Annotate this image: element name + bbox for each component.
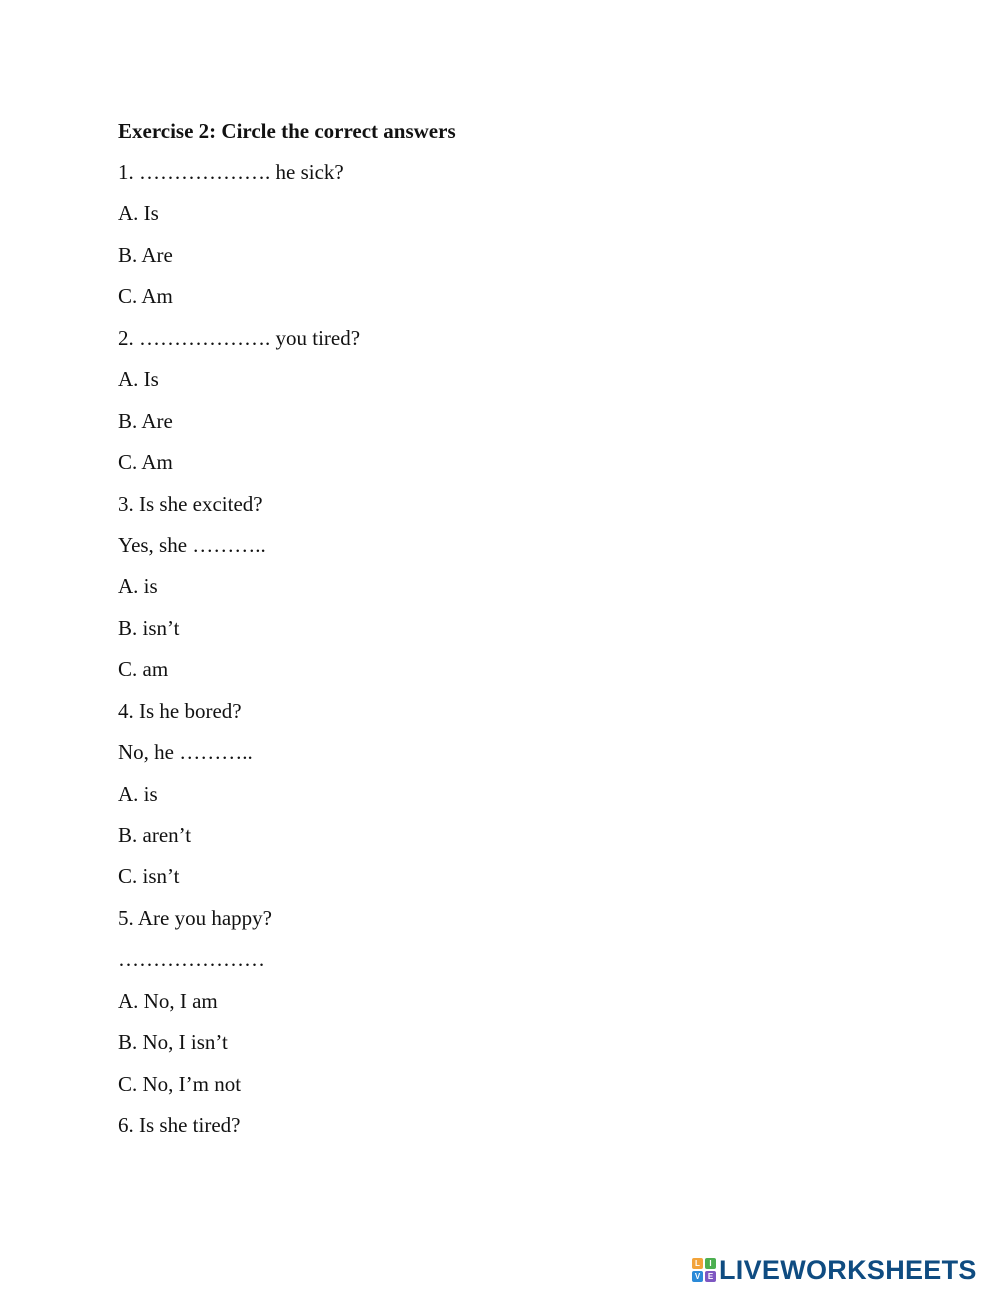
option-3a: A. is bbox=[118, 574, 158, 599]
logo-tile-e: E bbox=[705, 1271, 716, 1282]
exercise-title: Exercise 2: Circle the correct answers bbox=[118, 119, 456, 143]
question-3: 3. Is she excited? bbox=[118, 491, 263, 516]
question-4: 4. Is he bored? bbox=[118, 698, 242, 723]
option-2a: A. Is bbox=[118, 367, 159, 392]
logo-tiles-icon bbox=[692, 1258, 716, 1282]
question-1: 1. ………………. he sick? bbox=[118, 160, 344, 184]
option-5b: B. No, I isn’t bbox=[118, 1030, 228, 1055]
logo-text: LIVEWORKSHEETS bbox=[719, 1255, 977, 1285]
option-2c: C. Am bbox=[118, 450, 173, 475]
logo-tile-v: V bbox=[692, 1271, 703, 1282]
answer-stem-5: ………………… bbox=[118, 947, 265, 972]
option-1a: A. Is bbox=[118, 201, 159, 226]
option-4b: B. aren’t bbox=[118, 823, 192, 847]
liveworksheets-logo bbox=[692, 1256, 977, 1284]
option-3c: C. am bbox=[118, 657, 169, 682]
question-6: 6. Is she tired? bbox=[118, 1113, 241, 1138]
option-5c: C. No, I’m not bbox=[118, 1071, 242, 1096]
option-1b: B. Are bbox=[118, 242, 173, 267]
option-1c: C. Am bbox=[118, 284, 173, 309]
question-2: 2. ………………. you tired? bbox=[118, 325, 361, 350]
question-5: 5. Are you happy? bbox=[118, 905, 272, 930]
option-5a: A. No, I am bbox=[118, 988, 218, 1013]
answer-stem-4: No, he ……….. bbox=[118, 740, 253, 765]
option-4a: A. is bbox=[118, 781, 158, 806]
logo-tile-i: I bbox=[705, 1258, 716, 1269]
option-4c: C. isn’t bbox=[118, 864, 180, 889]
option-2b: B. Are bbox=[118, 408, 173, 433]
option-3b: B. isn’t bbox=[118, 615, 180, 640]
exercise-lines bbox=[118, 158, 360, 1153]
answer-stem-3: Yes, she ……….. bbox=[118, 532, 266, 557]
logo-tile-l: L bbox=[692, 1258, 703, 1269]
